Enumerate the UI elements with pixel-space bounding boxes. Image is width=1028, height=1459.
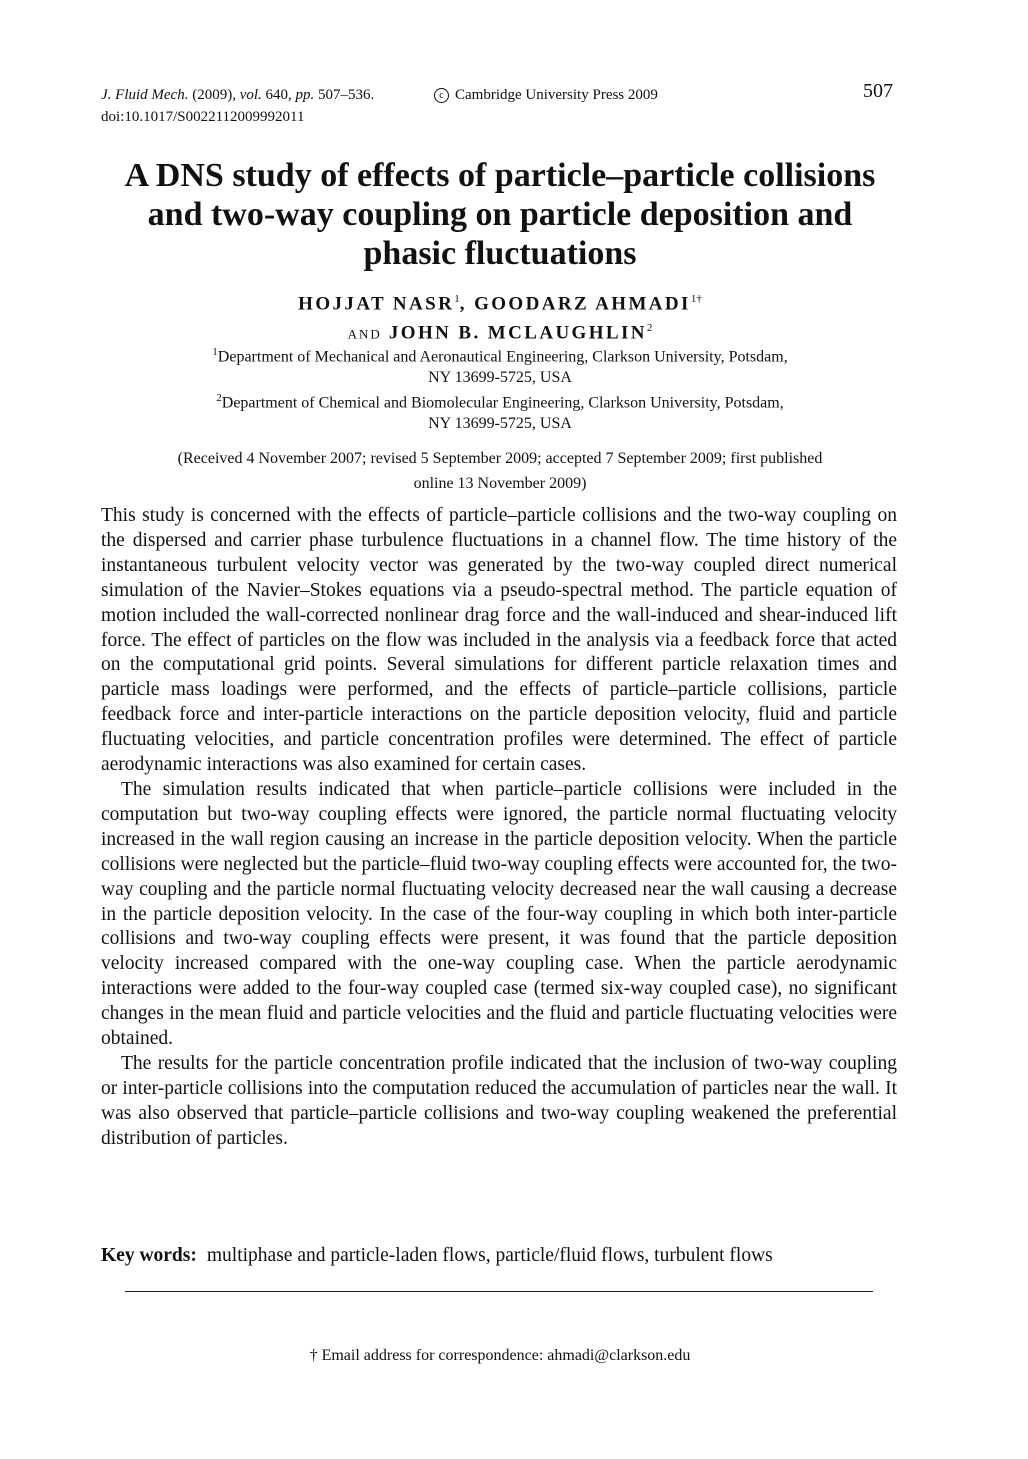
affiliation-1-line-1 xyxy=(100,342,900,367)
author-2-affiliation-mark: 1 xyxy=(690,293,697,305)
paper-title: A DNS study of effects of particle–particle collisions and two-way coupling on particle deposition and phasic fluctuations xyxy=(124,157,876,272)
volume-label: vol. xyxy=(239,87,262,103)
received-line-2: online 13 November 2009) xyxy=(413,475,587,492)
keywords-label: Key words: xyxy=(101,1245,197,1266)
correspondence-footnote xyxy=(100,1345,900,1367)
author-conjunction: AND xyxy=(347,326,382,342)
author-3-affiliation-mark: 2 xyxy=(646,322,653,335)
doi: doi:10.1017/S0022112009992011 xyxy=(101,109,305,125)
author-2-name: GOODARZ AHMADI xyxy=(474,293,691,315)
page-number: 507 xyxy=(863,80,893,102)
received-dates xyxy=(100,446,900,496)
affiliation-2-text: Department of Chemical and Biomolecular Engineering, Clarkson University, Potsdam, xyxy=(221,394,784,412)
affiliation-1 xyxy=(100,342,900,388)
copyright-text: Cambridge University Press 2009 xyxy=(455,87,658,103)
affiliation-2-mark: 2 xyxy=(216,392,222,404)
author-separator: , xyxy=(459,293,467,315)
received-line-1: (Received 4 November 2007; revised 5 September 2009; accepted 7 September 2009; first published xyxy=(177,450,823,467)
affiliation-1-text: Department of Mechanical and Aeronautical Engineering, Clarkson University, Potsdam, xyxy=(217,348,788,366)
copyright-notice xyxy=(434,84,658,106)
footnote-text: Email address for correspondence: ahmadi@clarkson.edu xyxy=(321,1347,691,1364)
affiliation-2-line-1 xyxy=(100,388,900,413)
footnote-divider xyxy=(125,1291,873,1292)
pages-label: pp. xyxy=(295,87,315,103)
keywords xyxy=(101,1243,901,1268)
affiliation-2 xyxy=(100,388,900,434)
author-1-affiliation-mark: 1 xyxy=(454,293,460,305)
journal-year: (2009), xyxy=(192,87,236,103)
footnote-dagger: † xyxy=(309,1347,318,1364)
journal-abbrev: J. Fluid Mech. xyxy=(101,87,189,103)
copyright-icon: c xyxy=(434,88,449,103)
author-1-name: HOJJAT NASR xyxy=(298,293,455,315)
affiliation-2-line-2: NY 13699-5725, USA xyxy=(428,415,572,433)
affiliation-1-line-2: NY 13699-5725, USA xyxy=(428,369,572,387)
author-line-1 xyxy=(100,287,900,316)
keywords-text: multiphase and particle-laden flows, particle/fluid flows, turbulent flows xyxy=(206,1245,773,1266)
volume-number: 640, xyxy=(265,87,292,103)
abstract-paragraph: The simulation results indicated that when particle–particle collisions were included in the computation but two-way coupling effects were ignored, the particle normal fluctuating velocity increased in the wall region causing an increase in the particle deposition velocity. When the particle collisions were neglected but the particle–fluid two-way coupling effects were accounted for, the two-way coupling and the particle normal fluctuating velocity decreased near the wall causing a decrease in the particle deposition velocity. In the case of the four-way coupling in which both inter-particle collisions and two-way coupling effects were present, it was found that the particle deposition velocity increased compared with the one-way coupling case. When the particle aerodynamic interactions were added to the four-way coupled case (termed six-way coupled case), no significant changes in the mean fluid and particle velocities and the fluid and particle fluctuating velocities were obtained. xyxy=(101,778,897,1050)
abstract-paragraph: The results for the particle concentration profile indicated that the inclusion of two-way coupling or inter-particle collisions into the computation reduced the accumulation of particles near the wall. It was also observed that particle–particle collisions and two-way coupling weakened the preferential distribution of particles. xyxy=(101,1052,897,1149)
affiliation-1-mark: 1 xyxy=(212,346,218,358)
abstract-paragraph: This study is concerned with the effects of particle–particle collisions and the two-way coupling on the dispersed and carrier phase turbulence fluctuations in a channel flow. The time history of the instantaneous turbulent velocity vector was generated by the two-way coupled direct numerical simulation of the Navier–Stokes equations via a pseudo-spectral method. The particle equation of motion included the wall-corrected nonlinear drag force and the wall-induced and shear-induced lift force. The effect of particles on the flow was included in the analysis via a feedback force that acted on the computational grid points. Several simulations for different particle relaxation times and particle mass loadings were performed, and the effects of particle–particle collisions, particle feedback force and inter-particle interactions on the particle deposition velocity, fluid and particle fluctuating velocities, and particle concentration profiles were determined. The effect of particle aerodynamic interactions was also examined for certain cases. xyxy=(101,505,897,776)
author-list xyxy=(100,287,900,347)
abstract xyxy=(101,504,897,1152)
journal-citation xyxy=(101,84,374,106)
author-3-name: JOHN B. MCLAUGHLIN xyxy=(388,322,647,344)
corresponding-dagger: † xyxy=(696,293,702,305)
page-range: 507–536. xyxy=(318,87,375,103)
